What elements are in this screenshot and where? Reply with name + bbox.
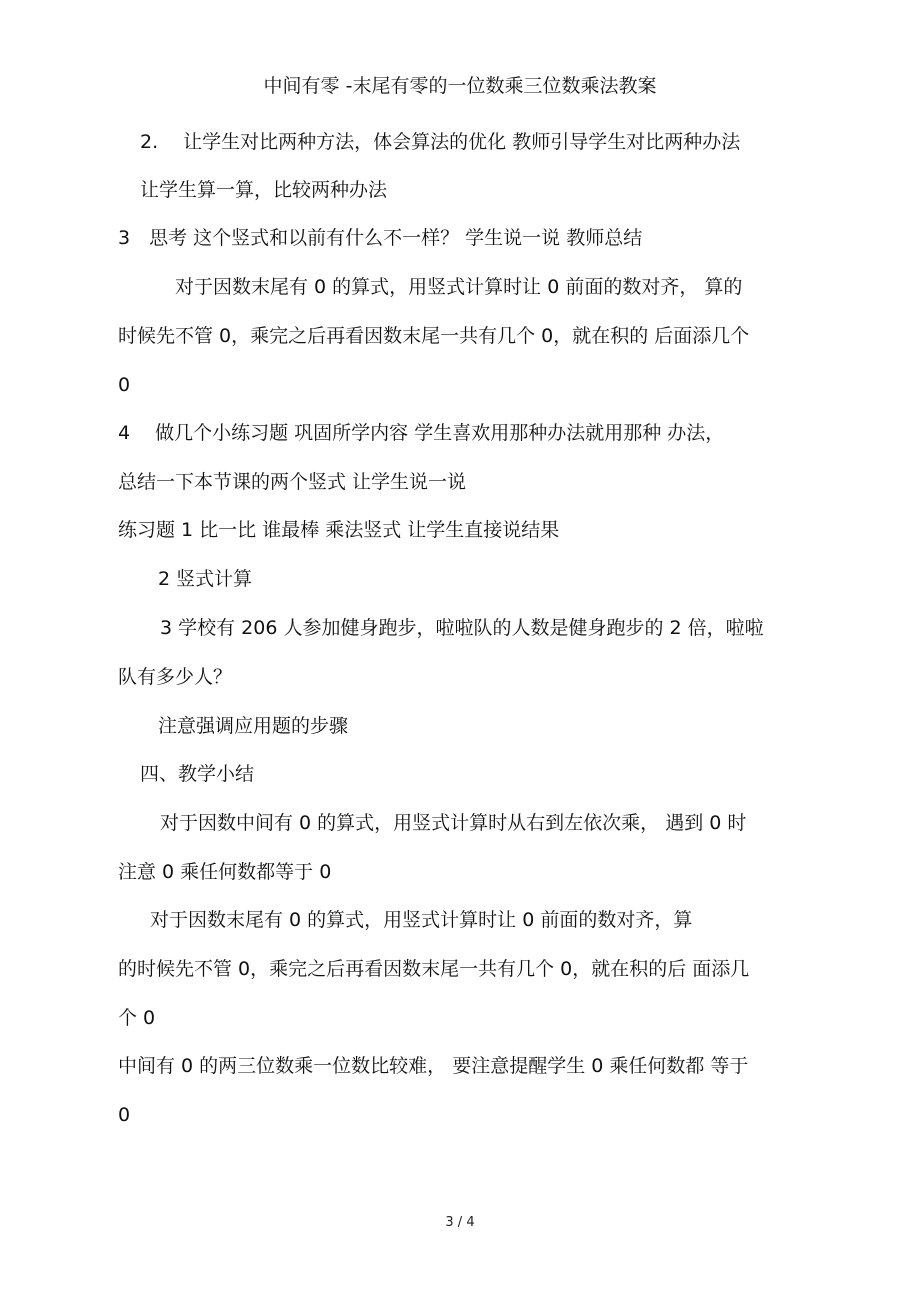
text-line: 注意 0 乘任何数都等于 0	[118, 861, 332, 883]
text-line: 注意强调应用题的步骤	[158, 715, 349, 737]
text-line: 对于因数末尾有 0 的算式，用竖式计算时让 0 前面的数对齐，算	[150, 909, 693, 931]
text-line: 2. 让学生对比两种方法，体会算法的优化 教师引导学生对比两种办法	[140, 131, 741, 153]
text-line: 0	[118, 374, 131, 396]
text-line: 队有多少人？	[118, 666, 233, 688]
document-title: 中间有零 -末尾有零的一位数乘三位数乘法教案	[263, 75, 657, 97]
page-number: 3 / 4	[445, 1215, 475, 1230]
text-line: 3 思考 这个竖式和以前有什么不一样？ 学生说一说 教师总结	[118, 227, 643, 249]
section-heading: 四、教学小结	[140, 763, 255, 785]
text-line: 练习题 1 比一比 谁最棒 乘法竖式 让学生直接说结果	[118, 519, 560, 541]
text-line: 个 0	[118, 1007, 156, 1029]
text-line: 时候先不管 0，乘完之后再看因数末尾一共有几个 0，就在积的 后面添几个	[118, 325, 750, 347]
text-line: 4 做几个小练习题 巩固所学内容 学生喜欢用那种办法就用那种 办法，	[118, 422, 725, 444]
text-line: 0	[118, 1104, 131, 1126]
text-line: 3 学校有 206 人参加健身跑步，啦啦队的人数是健身跑步的 2 倍，啦啦	[160, 617, 764, 639]
text-line: 对于因数中间有 0 的算式，用竖式计算时从右到左依次乘， 遇到 0 时	[160, 812, 747, 834]
text-line: 对于因数末尾有 0 的算式，用竖式计算时让 0 前面的数对齐， 算的	[175, 276, 743, 298]
text-line: 中间有 0 的两三位数乘一位数比较难， 要注意提醒学生 0 乘任何数都 等于	[118, 1055, 749, 1077]
text-line: 的时候先不管 0，乘完之后再看因数末尾一共有几个 0，就在积的后 面添几	[118, 958, 750, 980]
text-line: 2 竖式计算	[158, 568, 253, 590]
text-line: 总结一下本节课的两个竖式 让学生说一说	[118, 471, 467, 493]
text-line: 让学生算一算，比较两种办法	[140, 179, 388, 201]
